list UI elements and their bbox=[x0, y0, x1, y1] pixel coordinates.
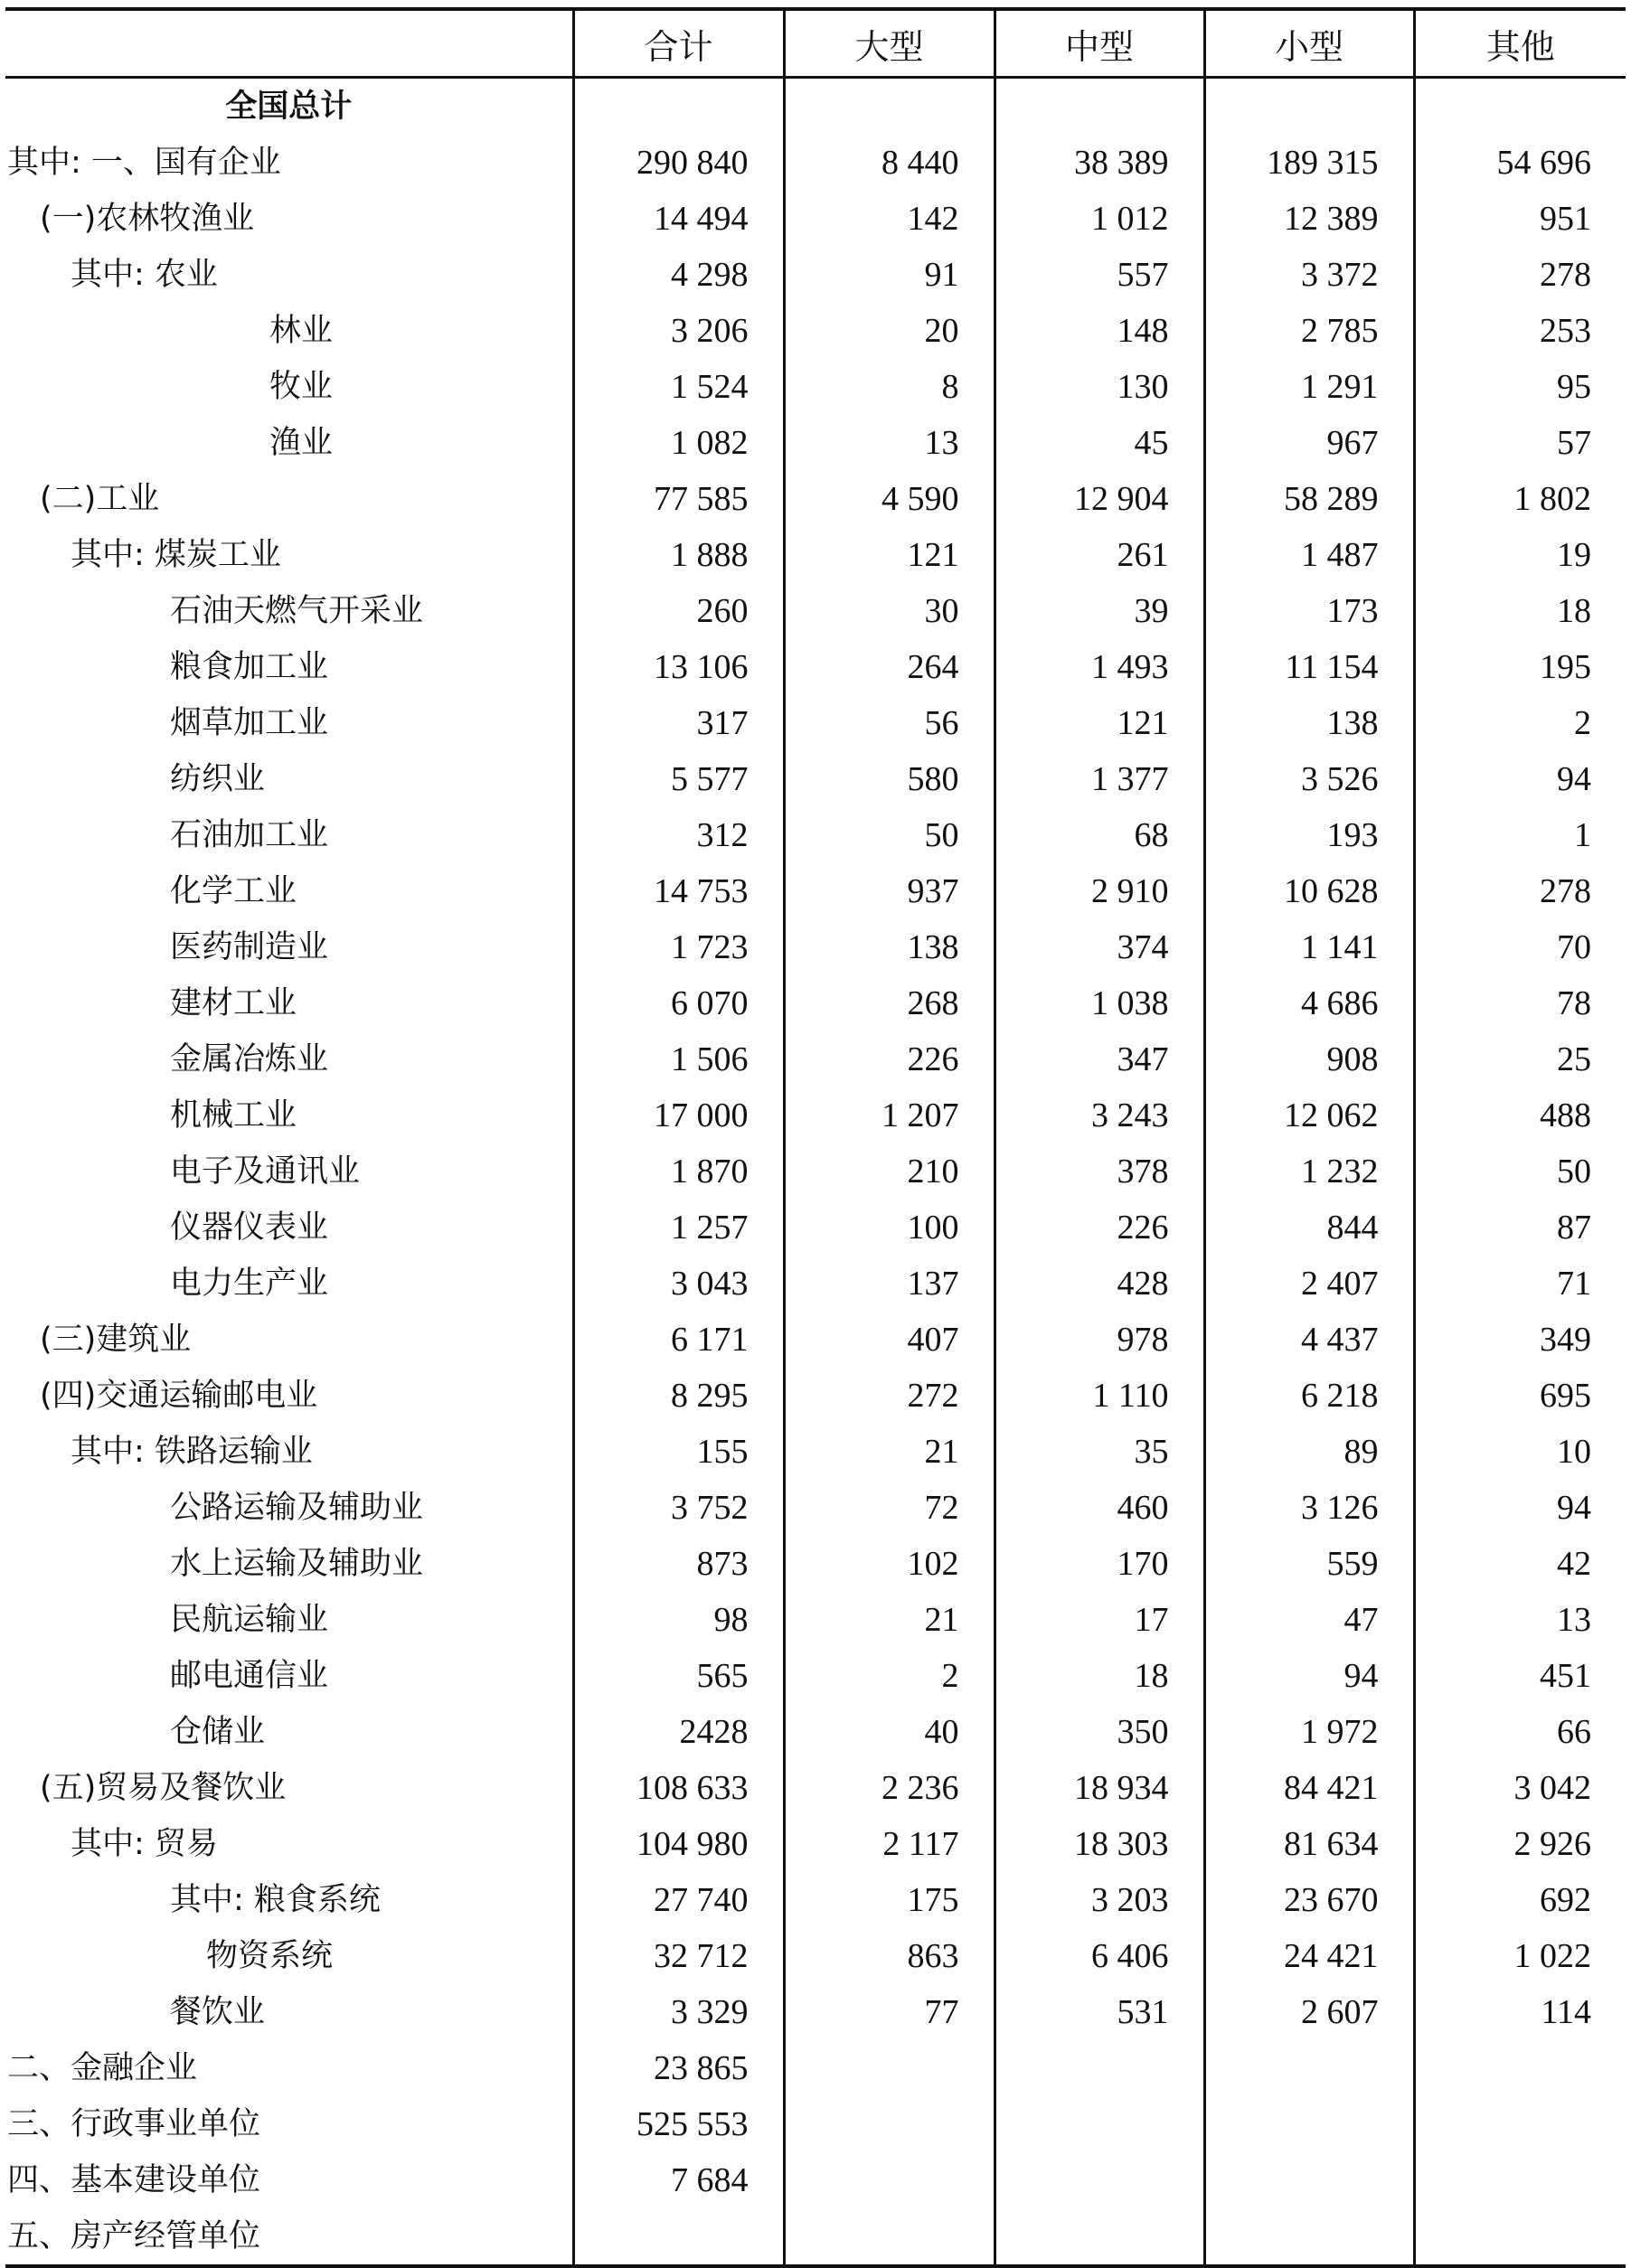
cell-value: 937 bbox=[784, 863, 995, 919]
cell-value: 347 bbox=[995, 1031, 1204, 1087]
cell-value bbox=[573, 78, 784, 136]
table-row bbox=[5, 191, 1626, 247]
cell-value: 350 bbox=[995, 1704, 1204, 1760]
table-row bbox=[5, 583, 1626, 639]
cell-value bbox=[995, 2152, 1204, 2208]
cell-value: 226 bbox=[995, 1200, 1204, 1256]
row-label: 石油天燃气开采业 bbox=[170, 593, 424, 629]
table-row bbox=[5, 1984, 1626, 2040]
cell-value bbox=[995, 2208, 1204, 2266]
cell-value: 1 493 bbox=[995, 639, 1204, 695]
cell-value: 268 bbox=[784, 975, 995, 1031]
cell-value: 7 684 bbox=[573, 2152, 784, 2208]
cell-value: 261 bbox=[995, 527, 1204, 583]
cell-value: 2 607 bbox=[1204, 1984, 1414, 2040]
cell-value: 2 785 bbox=[1204, 303, 1414, 359]
cell-value: 70 bbox=[1414, 919, 1626, 975]
table-row bbox=[5, 1760, 1626, 1816]
cell-value: 104 980 bbox=[573, 1816, 784, 1872]
row-label: 烟草加工业 bbox=[170, 705, 329, 741]
cell-value: 2 407 bbox=[1204, 1256, 1414, 1312]
cell-value: 12 389 bbox=[1204, 191, 1414, 247]
table-row bbox=[5, 919, 1626, 975]
cell-value: 559 bbox=[1204, 1536, 1414, 1592]
row-label: (五)贸易及餐饮业 bbox=[40, 1770, 287, 1806]
cell-value: 42 bbox=[1414, 1536, 1626, 1592]
row-label: 纺织业 bbox=[170, 761, 266, 797]
cell-value: 142 bbox=[784, 191, 995, 247]
cell-value: 4 686 bbox=[1204, 975, 1414, 1031]
cell-value: 94 bbox=[1414, 1480, 1626, 1536]
cell-value: 1 bbox=[1414, 807, 1626, 863]
cell-value: 2 236 bbox=[784, 1760, 995, 1816]
cell-value: 407 bbox=[784, 1312, 995, 1368]
cell-value: 23 865 bbox=[573, 2040, 784, 2096]
table-row bbox=[5, 1256, 1626, 1312]
cell-value: 87 bbox=[1414, 1200, 1626, 1256]
cell-value: 20 bbox=[784, 303, 995, 359]
cell-value: 1 524 bbox=[573, 359, 784, 415]
row-label: (二)工业 bbox=[40, 481, 160, 517]
cell-value: 175 bbox=[784, 1872, 995, 1928]
header-medium: 中型 bbox=[995, 9, 1204, 78]
cell-value: 2 bbox=[784, 1648, 995, 1704]
cell-value: 565 bbox=[573, 1648, 784, 1704]
cell-value: 12 062 bbox=[1204, 1087, 1414, 1143]
cell-value: 78 bbox=[1414, 975, 1626, 1031]
table-row bbox=[5, 78, 1626, 136]
cell-value: 1 972 bbox=[1204, 1704, 1414, 1760]
row-label: 其中: 煤炭工业 bbox=[71, 537, 281, 573]
row-label: 其中: 贸易 bbox=[71, 1826, 218, 1862]
cell-value: 1 888 bbox=[573, 527, 784, 583]
cell-value: 11 154 bbox=[1204, 639, 1414, 695]
table-row bbox=[5, 1031, 1626, 1087]
cell-value bbox=[784, 2096, 995, 2152]
cell-value: 23 670 bbox=[1204, 1872, 1414, 1928]
cell-value: 374 bbox=[995, 919, 1204, 975]
cell-value: 8 bbox=[784, 359, 995, 415]
cell-value bbox=[995, 78, 1204, 136]
cell-value: 50 bbox=[1414, 1143, 1626, 1200]
row-label: 其中: 一、国有企业 bbox=[7, 145, 281, 181]
row-label: 水上运输及辅助业 bbox=[170, 1546, 424, 1582]
table-row bbox=[5, 1536, 1626, 1592]
row-label: 邮电通信业 bbox=[170, 1658, 329, 1694]
cell-value: 278 bbox=[1414, 247, 1626, 303]
table-row bbox=[5, 1368, 1626, 1424]
cell-value: 94 bbox=[1204, 1648, 1414, 1704]
cell-value: 32 712 bbox=[573, 1928, 784, 1984]
table-row bbox=[5, 415, 1626, 471]
cell-value: 21 bbox=[784, 1424, 995, 1480]
cell-value: 695 bbox=[1414, 1368, 1626, 1424]
cell-value: 908 bbox=[1204, 1031, 1414, 1087]
cell-value: 57 bbox=[1414, 415, 1626, 471]
row-label: 其中: 铁路运输业 bbox=[71, 1434, 313, 1470]
cell-value: 1 506 bbox=[573, 1031, 784, 1087]
row-label: 粮食加工业 bbox=[170, 649, 329, 685]
cell-value: 77 585 bbox=[573, 471, 784, 527]
cell-value: 1 110 bbox=[995, 1368, 1204, 1424]
cell-value bbox=[1204, 2208, 1414, 2266]
row-label: 公路运输及辅助业 bbox=[170, 1490, 424, 1526]
cell-value: 35 bbox=[995, 1424, 1204, 1480]
table-row bbox=[5, 135, 1626, 191]
table-row bbox=[5, 1648, 1626, 1704]
cell-value: 10 bbox=[1414, 1424, 1626, 1480]
cell-value: 3 126 bbox=[1204, 1480, 1414, 1536]
row-label: (三)建筑业 bbox=[40, 1322, 192, 1358]
table-row bbox=[5, 807, 1626, 863]
cell-value: 30 bbox=[784, 583, 995, 639]
cell-value: 148 bbox=[995, 303, 1204, 359]
cell-value: 460 bbox=[995, 1480, 1204, 1536]
cell-value: 3 526 bbox=[1204, 751, 1414, 807]
cell-value: 3 243 bbox=[995, 1087, 1204, 1143]
cell-value: 19 bbox=[1414, 527, 1626, 583]
cell-value: 557 bbox=[995, 247, 1204, 303]
cell-value: 451 bbox=[1414, 1648, 1626, 1704]
cell-value: 193 bbox=[1204, 807, 1414, 863]
cell-value bbox=[1204, 2096, 1414, 2152]
cell-value: 844 bbox=[1204, 1200, 1414, 1256]
table-row bbox=[5, 247, 1626, 303]
cell-value: 189 315 bbox=[1204, 135, 1414, 191]
cell-value bbox=[1414, 2152, 1626, 2208]
cell-value: 98 bbox=[573, 1592, 784, 1648]
row-label: 牧业 bbox=[269, 369, 334, 405]
cell-value: 121 bbox=[995, 695, 1204, 751]
cell-value: 56 bbox=[784, 695, 995, 751]
table-row bbox=[5, 639, 1626, 695]
cell-value: 114 bbox=[1414, 1984, 1626, 2040]
cell-value: 50 bbox=[784, 807, 995, 863]
table-row bbox=[5, 1928, 1626, 1984]
cell-value: 873 bbox=[573, 1536, 784, 1592]
cell-value: 278 bbox=[1414, 863, 1626, 919]
header-total: 合计 bbox=[573, 9, 784, 78]
cell-value: 108 633 bbox=[573, 1760, 784, 1816]
cell-value: 378 bbox=[995, 1143, 1204, 1200]
cell-value: 68 bbox=[995, 807, 1204, 863]
cell-value: 3 206 bbox=[573, 303, 784, 359]
cell-value: 195 bbox=[1414, 639, 1626, 695]
cell-value: 1 257 bbox=[573, 1200, 784, 1256]
row-label: 医药制造业 bbox=[170, 929, 329, 965]
cell-value: 3 042 bbox=[1414, 1760, 1626, 1816]
table-row bbox=[5, 2152, 1626, 2208]
cell-value: 4 590 bbox=[784, 471, 995, 527]
cell-value bbox=[784, 2152, 995, 2208]
cell-value bbox=[573, 2208, 784, 2266]
cell-value bbox=[1204, 78, 1414, 136]
cell-value: 40 bbox=[784, 1704, 995, 1760]
cell-value: 13 106 bbox=[573, 639, 784, 695]
cell-value: 1 487 bbox=[1204, 527, 1414, 583]
table-row bbox=[5, 2040, 1626, 2096]
table-row bbox=[5, 1592, 1626, 1648]
table-row bbox=[5, 751, 1626, 807]
row-label: 餐饮业 bbox=[170, 1994, 266, 2030]
cell-value: 525 553 bbox=[573, 2096, 784, 2152]
cell-value: 170 bbox=[995, 1536, 1204, 1592]
cell-value: 253 bbox=[1414, 303, 1626, 359]
cell-value: 349 bbox=[1414, 1312, 1626, 1368]
cell-value: 1 232 bbox=[1204, 1143, 1414, 1200]
cell-value: 4 437 bbox=[1204, 1312, 1414, 1368]
table-row bbox=[5, 863, 1626, 919]
table-row bbox=[5, 1816, 1626, 1872]
table-row bbox=[5, 1480, 1626, 1536]
row-label: 全国总计 bbox=[225, 89, 353, 125]
cell-value: 428 bbox=[995, 1256, 1204, 1312]
cell-value: 13 bbox=[784, 415, 995, 471]
cell-value bbox=[1204, 2152, 1414, 2208]
cell-value: 1 022 bbox=[1414, 1928, 1626, 1984]
cell-value bbox=[1414, 2040, 1626, 2096]
cell-value: 531 bbox=[995, 1984, 1204, 2040]
cell-value: 102 bbox=[784, 1536, 995, 1592]
table-row bbox=[5, 1424, 1626, 1480]
cell-value: 260 bbox=[573, 583, 784, 639]
table-row bbox=[5, 1872, 1626, 1928]
cell-value: 95 bbox=[1414, 359, 1626, 415]
cell-value: 10 628 bbox=[1204, 863, 1414, 919]
cell-value: 138 bbox=[784, 919, 995, 975]
cell-value: 137 bbox=[784, 1256, 995, 1312]
cell-value: 967 bbox=[1204, 415, 1414, 471]
cell-value: 54 696 bbox=[1414, 135, 1626, 191]
cell-value: 488 bbox=[1414, 1087, 1626, 1143]
cell-value: 39 bbox=[995, 583, 1204, 639]
cell-value: 81 634 bbox=[1204, 1816, 1414, 1872]
cell-value: 77 bbox=[784, 1984, 995, 2040]
table-row bbox=[5, 695, 1626, 751]
row-label: 三、行政事业单位 bbox=[7, 2106, 261, 2142]
table-body bbox=[5, 78, 1626, 2267]
cell-value: 18 bbox=[995, 1648, 1204, 1704]
cell-value: 14 753 bbox=[573, 863, 784, 919]
row-label: 电力生产业 bbox=[170, 1266, 329, 1302]
cell-value: 210 bbox=[784, 1143, 995, 1200]
cell-value: 1 723 bbox=[573, 919, 784, 975]
cell-value: 1 141 bbox=[1204, 919, 1414, 975]
cell-value: 1 291 bbox=[1204, 359, 1414, 415]
header-other: 其他 bbox=[1414, 9, 1626, 78]
cell-value: 1 012 bbox=[995, 191, 1204, 247]
cell-value: 47 bbox=[1204, 1592, 1414, 1648]
row-label: 林业 bbox=[269, 313, 334, 349]
cell-value bbox=[1414, 78, 1626, 136]
cell-value: 6 070 bbox=[573, 975, 784, 1031]
cell-value: 272 bbox=[784, 1368, 995, 1424]
cell-value: 66 bbox=[1414, 1704, 1626, 1760]
cell-value: 2 117 bbox=[784, 1816, 995, 1872]
cell-value bbox=[784, 2040, 995, 2096]
cell-value: 951 bbox=[1414, 191, 1626, 247]
cell-value: 138 bbox=[1204, 695, 1414, 751]
table-row bbox=[5, 471, 1626, 527]
cell-value: 89 bbox=[1204, 1424, 1414, 1480]
cell-value: 978 bbox=[995, 1312, 1204, 1368]
row-label: (一)农林牧渔业 bbox=[40, 201, 255, 237]
cell-value: 8 440 bbox=[784, 135, 995, 191]
table-row bbox=[5, 2208, 1626, 2266]
table-header bbox=[5, 9, 1626, 78]
cell-value bbox=[1414, 2208, 1626, 2266]
table-row bbox=[5, 975, 1626, 1031]
table-row bbox=[5, 527, 1626, 583]
cell-value: 130 bbox=[995, 359, 1204, 415]
cell-value: 580 bbox=[784, 751, 995, 807]
cell-value: 8 295 bbox=[573, 1368, 784, 1424]
row-label: 建材工业 bbox=[170, 985, 297, 1021]
header-row bbox=[5, 9, 1626, 78]
header-large: 大型 bbox=[784, 9, 995, 78]
cell-value: 6 406 bbox=[995, 1928, 1204, 1984]
cell-value: 2 bbox=[1414, 695, 1626, 751]
row-label: 二、金融企业 bbox=[7, 2050, 198, 2086]
cell-value: 226 bbox=[784, 1031, 995, 1087]
cell-value: 18 bbox=[1414, 583, 1626, 639]
table-row bbox=[5, 359, 1626, 415]
cell-value: 290 840 bbox=[573, 135, 784, 191]
cell-value: 25 bbox=[1414, 1031, 1626, 1087]
cell-value: 1 082 bbox=[573, 415, 784, 471]
cell-value: 12 904 bbox=[995, 471, 1204, 527]
cell-value: 3 329 bbox=[573, 1984, 784, 2040]
row-label: 其中: 农业 bbox=[71, 257, 218, 293]
cell-value: 3 752 bbox=[573, 1480, 784, 1536]
cell-value: 1 207 bbox=[784, 1087, 995, 1143]
cell-value: 72 bbox=[784, 1480, 995, 1536]
table-row bbox=[5, 2096, 1626, 2152]
cell-value: 18 303 bbox=[995, 1816, 1204, 1872]
cell-value: 3 372 bbox=[1204, 247, 1414, 303]
row-label: 仪器仪表业 bbox=[170, 1209, 329, 1246]
cell-value: 6 218 bbox=[1204, 1368, 1414, 1424]
cell-value: 14 494 bbox=[573, 191, 784, 247]
row-label: 渔业 bbox=[269, 425, 334, 461]
cell-value: 692 bbox=[1414, 1872, 1626, 1928]
row-label: 化学工业 bbox=[170, 873, 297, 909]
cell-value: 1 802 bbox=[1414, 471, 1626, 527]
row-label: 金属冶炼业 bbox=[170, 1041, 329, 1078]
cell-value: 863 bbox=[784, 1928, 995, 1984]
cell-value: 13 bbox=[1414, 1592, 1626, 1648]
cell-value: 84 421 bbox=[1204, 1760, 1414, 1816]
cell-value: 1 377 bbox=[995, 751, 1204, 807]
row-label: 其中: 粮食系统 bbox=[170, 1882, 381, 1918]
cell-value: 121 bbox=[784, 527, 995, 583]
cell-value: 24 421 bbox=[1204, 1928, 1414, 1984]
cell-value: 312 bbox=[573, 807, 784, 863]
cell-value: 94 bbox=[1414, 751, 1626, 807]
cell-value: 3 203 bbox=[995, 1872, 1204, 1928]
enterprise-statistics-table bbox=[5, 7, 1626, 2268]
cell-value: 264 bbox=[784, 639, 995, 695]
cell-value: 2 926 bbox=[1414, 1816, 1626, 1872]
cell-value bbox=[1414, 2096, 1626, 2152]
cell-value: 91 bbox=[784, 247, 995, 303]
cell-value: 3 043 bbox=[573, 1256, 784, 1312]
cell-value: 45 bbox=[995, 415, 1204, 471]
table-row bbox=[5, 1087, 1626, 1143]
cell-value: 6 171 bbox=[573, 1312, 784, 1368]
cell-value: 38 389 bbox=[995, 135, 1204, 191]
cell-value: 2 910 bbox=[995, 863, 1204, 919]
row-label: 石油加工业 bbox=[170, 817, 329, 853]
cell-value: 317 bbox=[573, 695, 784, 751]
table-row bbox=[5, 1143, 1626, 1200]
row-label: 电子及通讯业 bbox=[170, 1153, 361, 1190]
row-label: 机械工业 bbox=[170, 1097, 297, 1134]
header-small: 小型 bbox=[1204, 9, 1414, 78]
table-row bbox=[5, 1200, 1626, 1256]
row-label: 四、基本建设单位 bbox=[7, 2162, 261, 2198]
cell-value: 27 740 bbox=[573, 1872, 784, 1928]
cell-value: 71 bbox=[1414, 1256, 1626, 1312]
row-label: 仓储业 bbox=[170, 1714, 266, 1750]
cell-value: 1 870 bbox=[573, 1143, 784, 1200]
cell-value bbox=[784, 78, 995, 136]
row-label: (四)交通运输邮电业 bbox=[40, 1378, 318, 1414]
cell-value bbox=[995, 2096, 1204, 2152]
header-corner bbox=[5, 9, 573, 78]
cell-value: 155 bbox=[573, 1424, 784, 1480]
row-label: 五、房产经管单位 bbox=[7, 2218, 261, 2254]
cell-value: 18 934 bbox=[995, 1760, 1204, 1816]
cell-value: 4 298 bbox=[573, 247, 784, 303]
row-label: 民航运输业 bbox=[170, 1602, 329, 1638]
cell-value bbox=[1204, 2040, 1414, 2096]
cell-value: 2428 bbox=[573, 1704, 784, 1760]
cell-value bbox=[784, 2208, 995, 2266]
cell-value: 173 bbox=[1204, 583, 1414, 639]
cell-value: 58 289 bbox=[1204, 471, 1414, 527]
table-row bbox=[5, 303, 1626, 359]
cell-value: 17 bbox=[995, 1592, 1204, 1648]
cell-value: 17 000 bbox=[573, 1087, 784, 1143]
cell-value: 5 577 bbox=[573, 751, 784, 807]
row-label: 物资系统 bbox=[206, 1938, 334, 1974]
cell-value: 100 bbox=[784, 1200, 995, 1256]
cell-value: 1 038 bbox=[995, 975, 1204, 1031]
table-row bbox=[5, 1312, 1626, 1368]
cell-value bbox=[995, 2040, 1204, 2096]
cell-value: 21 bbox=[784, 1592, 995, 1648]
table-row bbox=[5, 1704, 1626, 1760]
